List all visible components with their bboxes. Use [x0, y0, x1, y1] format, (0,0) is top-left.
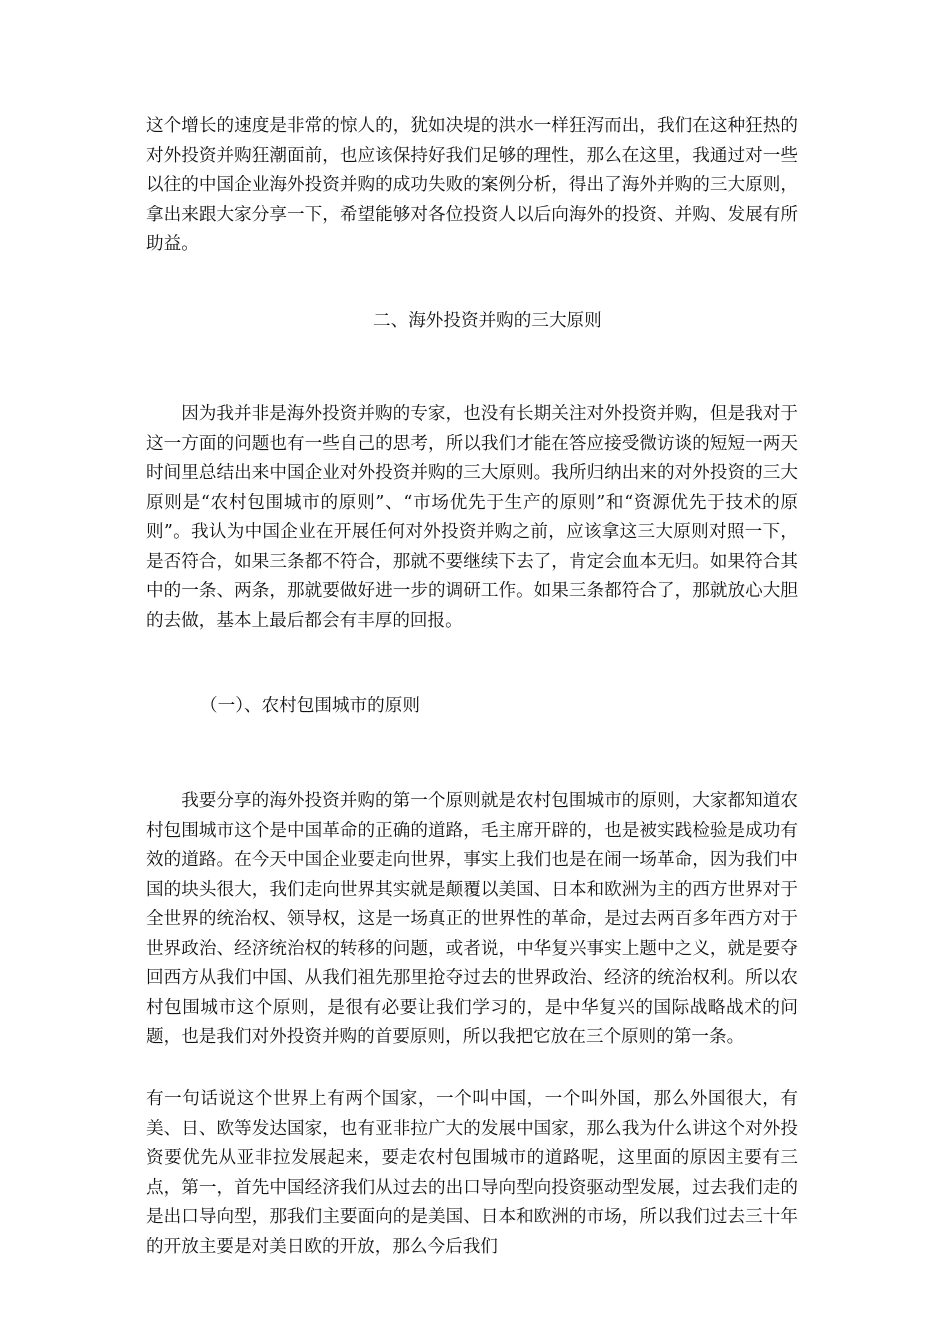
intro-paragraph: 这个增长的速度是非常的惊人的，犹如决堤的洪水一样狂泻而出，我们在这种狂热的对外投资并购狂潮面前，也应该保持好我们足够的理性，那么在这里，我通过对一些以往的中国企业海外投资并购的成功失败的案例分析，得出了海外并购的三大原则，拿出来跟大家分享一下，希望能够对各位投资人以后向海外的投资、并购、发展有所助益。 [146, 116, 798, 254]
principles-overview-paragraph: 因为我并非是海外投资并购的专家，也没有长期关注对外投资并购，但是我对于这一方面的问题也有一些自己的思考，所以我们才能在答应接受微访谈的短短一两天时间里总结出来中国企业对外投资并购的三大原则。我所归纳出来的对外投资的三大原则是“农村包围城市的原则”、“市场优先于生产的原则”和“资源优先于技术的原则”。我认为中国企业在开展任何对外投资并购之前，应该拿这三大原则对照一下，是否符合，如果三条都不符合，那就不要继续下去了，肯定会血本无归。如果符合其中的一条、两条，那就要做好进一步的调研工作。如果三条都符合了，那就放心大胆的去做，基本上最后都会有丰厚的回报。 [146, 404, 798, 631]
subsection-heading: （一）、农村包围城市的原则 [200, 696, 420, 716]
section-heading: 二、海外投资并购的三大原则 [373, 311, 602, 331]
first-principle-paragraph: 我要分享的海外投资并购的第一个原则就是农村包围城市的原则，大家都知道农村包围城市这个是中国革命的正确的道路，毛主席开辟的，也是被实践检验是成功有效的道路。在今天中国企业要走向世界，事实上我们也是在闹一场革命，因为我们中国的块头很大，我们走向世界其实就是颠覆以美国、日本和欧洲为主的西方世界对于全世界的统治权、领导权，这是一场真正的世界性的革命，是过去两百多年西方对于世界政治、经济统治权的转移的问题，或者说，中华复兴事实上题中之义，就是要夺回西方从我们中国、从我们祖先那里抢夺过去的世界政治、经济的统治权利。所以农村包围城市这个原则，是很有必要让我们学习的，是中华复兴的国际战略战术的问题，也是我们对外投资并购的首要原则，所以我把它放在三个原则的第一条。 [146, 791, 798, 1047]
two-countries-paragraph: 有一句话说这个世界上有两个国家，一个叫中国，一个叫外国，那么外国很大，有美、日、欧等发达国家，也有亚非拉广大的发展中国家，那么我为什么讲这个对外投资要优先从亚非拉发展起来，要走农村包围城市的道路呢，这里面的原因主要有三点，第一，首先中国经济我们从过去的出口导向型向投资驱动型发展，过去我们走的是出口导向型，那我们主要面向的是美国、日本和欧洲的市场，所以我们过去三十年的开放主要是对美日欧的开放，那么今后我们 [146, 1089, 798, 1257]
